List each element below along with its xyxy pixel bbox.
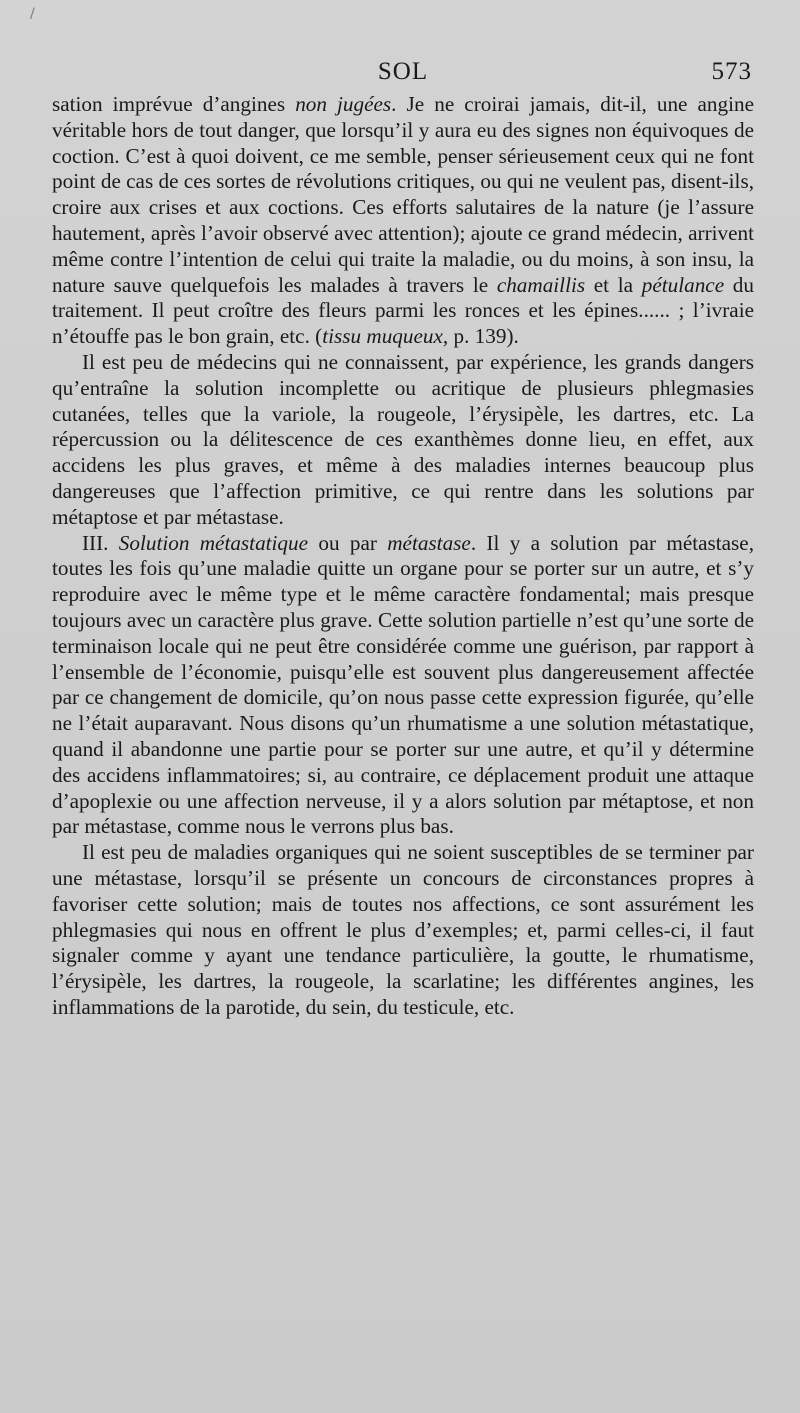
page-number: 573 (711, 58, 752, 85)
italic-text: pétulance (641, 272, 725, 297)
text-run: Il est peu de maladies organiques qui ne soient susceptibles de se terminer par une métastase, lorsqu’il se présente un concours de circonstances propres à favoriser cette solution; mais de toutes nos affections, ce sont assurément les phlegmasies qui nous en offrent le plus d’exemples; et, parmi celles-ci, il faut signaler comme y ayant une tendance particulière, la goutte, le rhumatisme, l’érysipèle, les dartres, la rougeole, la scarlatine; les différentes angines, les inflammations de la parotide, du sein, du testicule, etc. (52, 840, 754, 1019)
paragraph (52, 840, 754, 1021)
italic-text: métastase (387, 530, 471, 555)
margin-mark: / (30, 6, 35, 22)
page-header (52, 58, 754, 92)
body-text (52, 92, 754, 1021)
paragraph (52, 92, 754, 350)
text-run: sation imprévue d’angines (52, 92, 296, 116)
running-head: SOL (377, 58, 429, 85)
italic-text: chamaillis (496, 272, 586, 297)
text-run: Il est peu de médecins qui ne connaissent, par expérience, les grands dangers qu’entraîne la solution incomplette ou acritique de plusieurs phlegmasies cutanées, telles que la variole, la rougeole, l’érysipèle, les dartres, etc. La répercussion ou la délitescence de ces exanthèmes donne lieu, en effet, aux accidens les plus graves, et même à des maladies internes beaucoup plus dangereuses que l’affection primitive, ce qui rentre dans les solutions par métaptose et par métastase. (52, 349, 754, 529)
paragraph (52, 531, 754, 841)
text-run: ou par (308, 530, 388, 555)
text-run: , p. 139). (442, 324, 519, 349)
text-run: . Il y a solution par métastase, toutes les fois qu’une maladie quitte un organe pour se porter sur un autre, et s’y reproduire avec le même type et le même caractère fondamental; mais presque toujours avec un caractère plus grave. Cette solution partielle n’est qu’une sorte de terminaison locale qui ne peut être considérée comme une guérison, par rapport à l’ensemble de l’économie, puisqu’elle est souvent plus dangereusement affectée par ce changement de domicile, qu’on nous passe cette expression figurée, qu’elle ne l’était auparavant. Nous disons qu’un rhumatisme a une solution métastatique, quand il abandonne une partie pour se porter sur une autre, et qu’il y détermine des accidens inflammatoires; si, au contraire, ce déplacement produit une attaque d’apoplexie ou une affection nerveuse, il y a alors solution par métaptose, et non par métastase, comme nous le verrons plus bas. (52, 530, 754, 839)
text-run: . Je ne croirai jamais, dit-il, une angine véritable hors de tout danger, que lorsqu’il y aura eu des signes non équivoques de coction. C’est à quoi doivent, ce me semble, penser sérieusement ceux qui ne font point de cas de ces sortes de révolutions critiques, ou qui ne veulent pas, disent-ils, croire aux crises et aux coctions. Ces efforts salutaires de la nature (je l’assure hautement, après l’avoir observé avec attention); ajoute ce grand médecin, arrivent même contre l’intention de celui qui traite la maladie, ou du moins, à son insu, la nature sauve quelquefois les malades à travers le (52, 92, 754, 297)
text-run: III. (82, 530, 119, 555)
paragraph (52, 350, 754, 531)
italic-text: non jugées (295, 92, 392, 116)
text-run: du traitement. Il peut croître des fleurs parmi les ronces et les épines...... ; l’ivraie n’étouffe pas le bon grain, etc. ( (52, 272, 754, 349)
text-run: et la (585, 272, 642, 297)
italic-text: Solution métastatique (118, 530, 309, 555)
italic-text: tissu muqueux (322, 324, 443, 349)
